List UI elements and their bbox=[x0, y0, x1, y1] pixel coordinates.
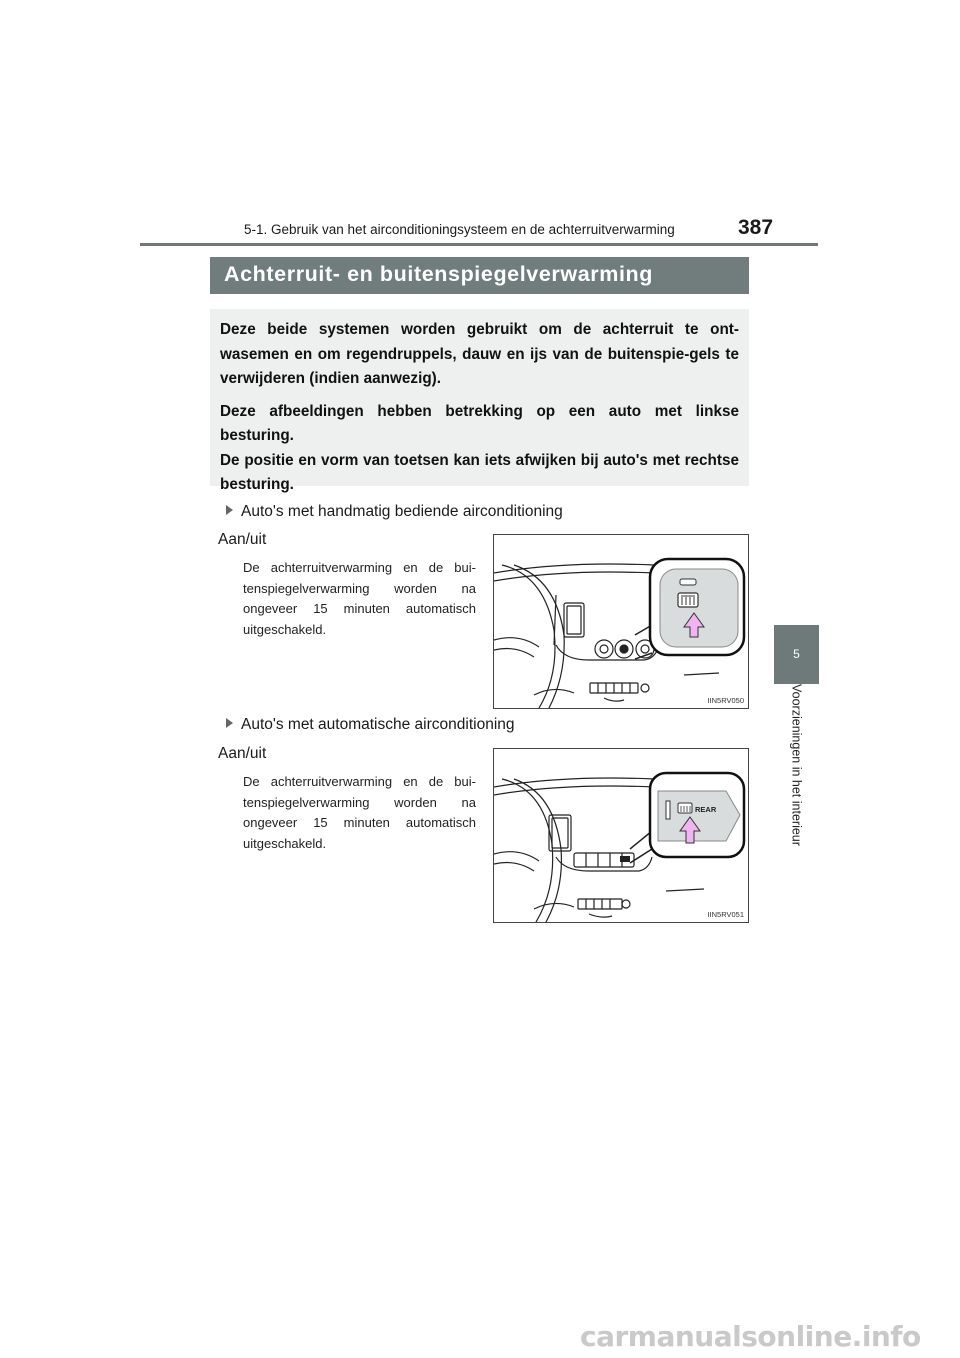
subhead-on-off-1: Aan/uit bbox=[218, 531, 267, 548]
figure-automatic-ac bbox=[493, 748, 749, 923]
header-section-title: 5-1. Gebruik van het airconditioningsysteem en de achterruitverwarming bbox=[244, 222, 675, 237]
bullet-manual-ac bbox=[226, 503, 563, 521]
bullet-automatic-ac bbox=[226, 716, 515, 734]
subhead-on-off-2: Aan/uit bbox=[218, 745, 267, 762]
watermark: carmanualsonline.info bbox=[580, 1320, 921, 1353]
intro-paragraph-1: Deze beide systemen worden gebruikt om de achterruit te ont-wasemen en om regendruppels, dauw en ijs van de buitenspie-gels te verwijderen (indien aanwezig). bbox=[220, 321, 739, 387]
bullet-manual-ac-text: Auto's met handmatig bediende airconditioning bbox=[241, 503, 563, 520]
section-title-bar bbox=[210, 257, 749, 294]
indicator-light-icon bbox=[666, 801, 670, 819]
bullet-automatic-ac-text: Auto's met automatische airconditioning bbox=[241, 716, 515, 733]
triangle-bullet-icon bbox=[226, 505, 233, 515]
intro-box bbox=[210, 309, 749, 493]
figure-manual-ac bbox=[493, 534, 749, 709]
body-text-1: De achterruitverwarming en de bui-tenspiegelverwarming worden na ongeveer 15 minuten automatisch uitgeschakeld. bbox=[243, 560, 476, 637]
dashboard-manual-ac-illustration bbox=[494, 535, 748, 708]
rear-defrost-icon bbox=[678, 803, 692, 813]
chapter-tab-label-text: Voorzieningen in het interieur bbox=[789, 684, 804, 846]
figure-code-1: IIN5RV050 bbox=[707, 696, 744, 705]
defrost-button-location-icon bbox=[620, 645, 628, 653]
body-text-2: De achterruitverwarming en de bui-tenspiegelverwarming worden na ongeveer 15 minuten automatisch uitgeschakeld. bbox=[243, 774, 476, 851]
rear-button-location-icon bbox=[620, 856, 630, 862]
dashboard-automatic-ac-illustration bbox=[494, 749, 748, 922]
intro-paragraph-3: De positie en vorm van toetsen kan iets afwijken bij auto's met rechtse besturing. bbox=[220, 451, 739, 493]
rear-button-label: REAR bbox=[695, 805, 717, 814]
page-number: 387 bbox=[738, 216, 774, 239]
header-rule bbox=[140, 243, 818, 246]
chapter-tab-number: 5 bbox=[774, 625, 819, 684]
chapter-tab-label bbox=[774, 684, 819, 888]
indicator-light-icon bbox=[680, 579, 696, 585]
figure-code-2: IIN5RV051 bbox=[707, 910, 744, 919]
triangle-bullet-icon bbox=[226, 718, 233, 728]
section-title: Achterruit- en buitenspiegelverwarming bbox=[224, 262, 653, 286]
intro-paragraph-2: Deze afbeeldingen hebben betrekking op een auto met linkse besturing. bbox=[220, 402, 739, 444]
rear-defrost-icon bbox=[678, 593, 698, 607]
